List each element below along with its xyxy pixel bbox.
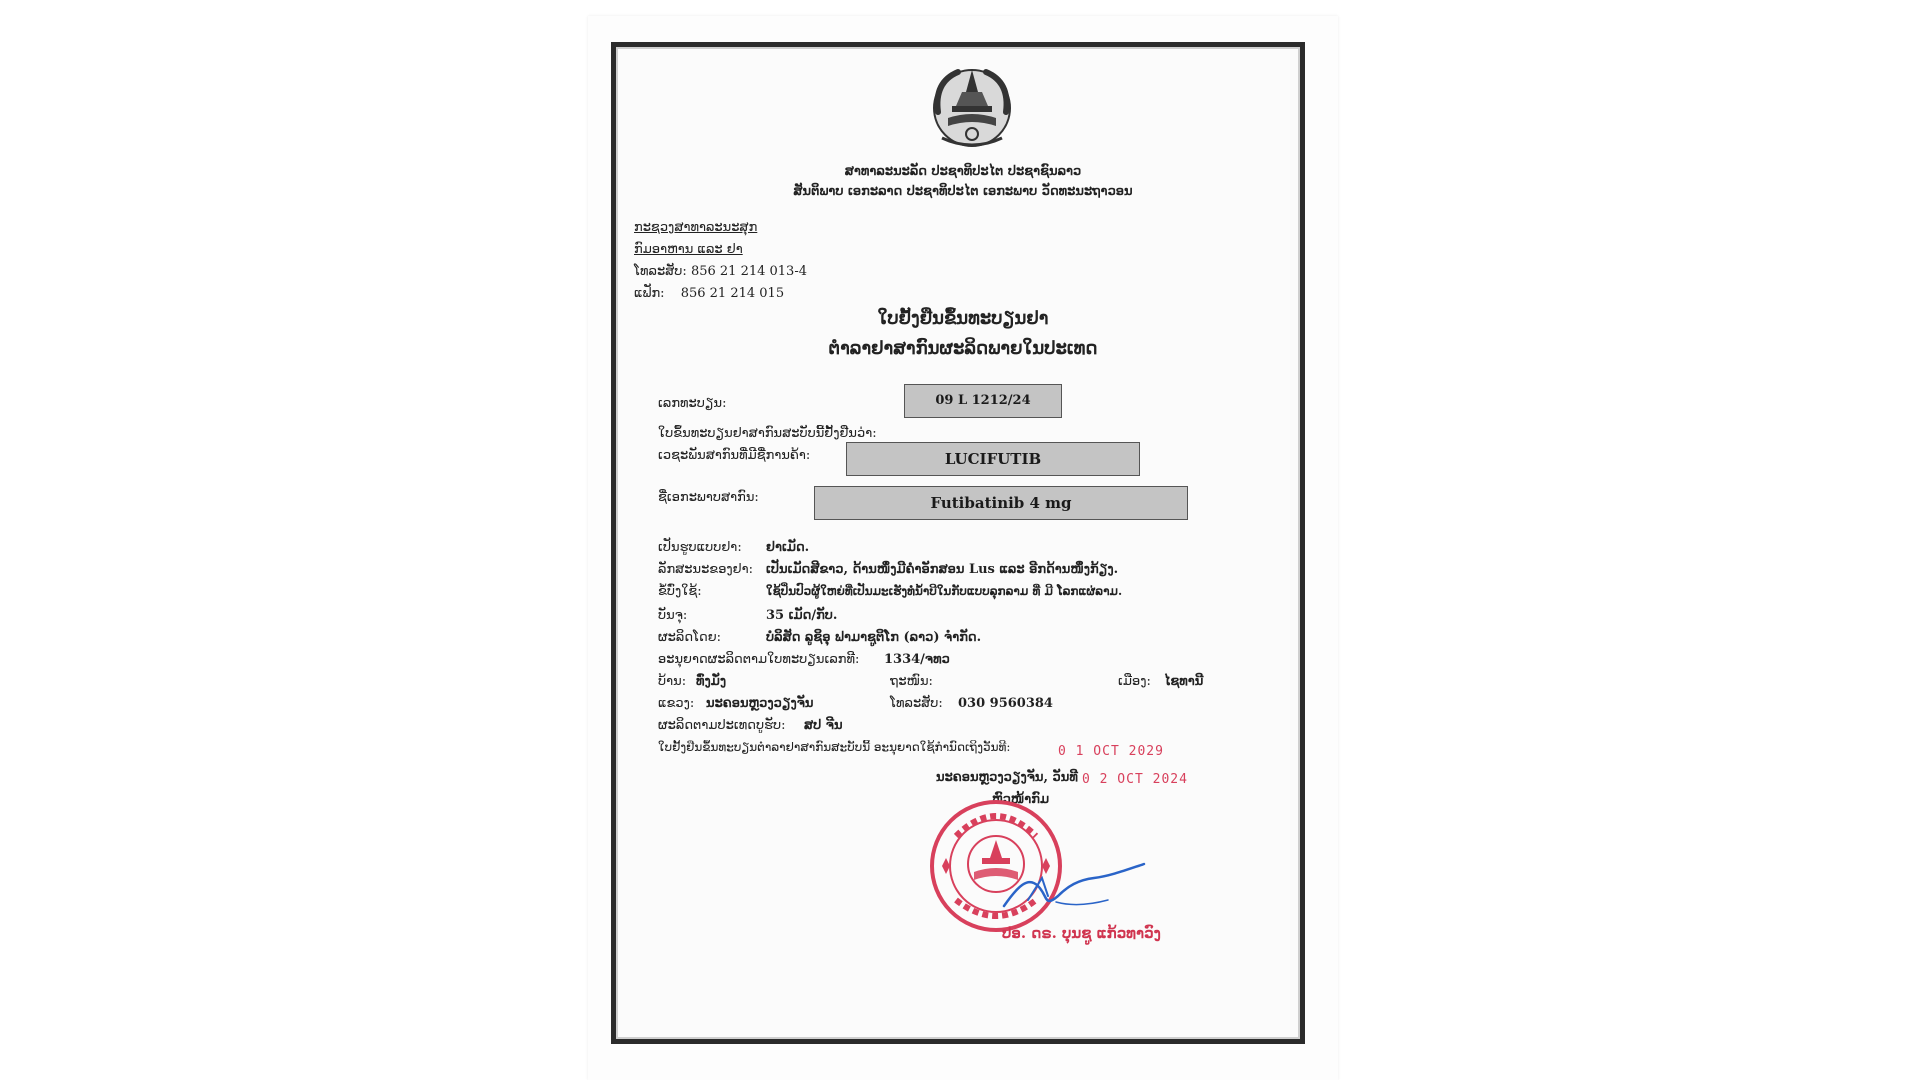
district-label: ເມືອງ: xyxy=(1118,674,1151,689)
ministry-name: ກະຊວງສາທາລະນະສຸກ xyxy=(634,220,758,235)
license-label: ອະນຸຍາດຜະລິດຕາມໃບທະບຽນເລກທີ: xyxy=(658,652,860,667)
expiry-date-stamp: 0 1 OCT 2029 xyxy=(1058,744,1164,759)
province-label: ແຂວງ: xyxy=(658,696,695,711)
certificate-title: ໃບຢັ້ງຢືນຂຶ້ນທະບຽນຢາ xyxy=(877,308,1049,329)
village-value: ທົ່ງມັ່ງ xyxy=(696,674,727,689)
province-value: ນະຄອນຫຼວງວຽງຈັນ xyxy=(706,696,814,711)
district-value: ໄຊທານີ xyxy=(1164,674,1204,689)
registration-number-label: ເລກທະບຽນ: xyxy=(658,396,727,411)
certify-intro: ໃບຂຶ້ນທະບຽນຢາສາກົນສະບັບນີ້ຢັ້ງຢືນວ່າ: xyxy=(658,426,877,441)
manufacturer-phone-label: ໂທລະສັບ: xyxy=(890,696,943,711)
generic-name-box: Futibatinib 4 mg xyxy=(814,486,1188,520)
signer-role: ຫົວໜ້າກົມ xyxy=(992,792,1050,807)
issuer-phone-value: 856 21 214 013-4 xyxy=(690,264,807,279)
manufacturer-phone-value: 030 9560384 xyxy=(958,696,1053,711)
origin-label: ຜະລິດຕາມປະເທດບູຮັບ: xyxy=(658,718,786,733)
certificate-subtitle: ຕຳລາຢາສາກົນຜະລິດພາຍໃນປະເທດ xyxy=(828,338,1098,359)
dosage-form-value: ຢາເມັດ. xyxy=(766,540,810,555)
signing-place: ນະຄອນຫຼວງວຽງຈັນ, ວັນທີ xyxy=(936,770,1078,785)
motto-heading: ສັນຕິພາບ ເອກະລາດ ປະຊາທິປະໄຕ ເອກະພາບ ວັດທະນະຖາວອນ xyxy=(793,184,1133,199)
license-value: 1334/ຈທວ xyxy=(884,652,950,667)
brand-name-box: LUCIFUTIB xyxy=(846,442,1140,476)
street-label: ຖະໜົນ: xyxy=(890,674,933,689)
issue-date-stamp: 0 2 OCT 2024 xyxy=(1082,772,1188,787)
pack-size-value: 35 ເມັດ/ກັບ. xyxy=(766,608,838,623)
national-emblem-icon xyxy=(928,62,1016,150)
republic-heading: ສາທາລະນະລັດ ປະຊາທິປະໄຕ ປະຊາຊົນລາວ xyxy=(844,164,1082,179)
handwritten-signature-icon xyxy=(998,856,1148,916)
village-label: ບ້ານ: xyxy=(658,674,687,689)
certificate-page xyxy=(588,16,1338,1080)
dosage-form-label: ເປັນຮູບແບບຢາ: xyxy=(658,540,742,555)
issuer-fax-label: ແຟັກ: xyxy=(634,286,665,301)
appearance-label: ລັກສະນະຂອງຢາ: xyxy=(658,562,754,577)
origin-value: ສປ ຈີນ xyxy=(804,718,843,733)
issuer-phone xyxy=(634,264,807,279)
department-name: ກົມອາຫານ ແລະ ຢາ xyxy=(634,242,743,257)
signer-name: ປອ. ດຣ. ບຸນຊູ ແກ້ວທາວົງ xyxy=(1002,924,1161,942)
issuer-fax xyxy=(634,286,784,301)
manufacturer-value: ບໍລິສັດ ລູຊິອຸ ຟາມາຊູຕິໂກ (ລາວ) ຈຳກັດ. xyxy=(766,630,982,645)
registration-number-box: 09 L 1212/24 xyxy=(904,384,1062,418)
validity-text: ໃບຢັ້ງຢືນຂຶ້ນທະບຽນຕຳລາຢາສາກົນສະບັບນີ້ ອະນຸຍາດໃຊ້ກຳນົດເຖິງວັນທີ: xyxy=(658,740,1011,754)
indication-label: ຂໍ້ບົ່ງໃຊ້: xyxy=(658,584,702,599)
indication-value: ໃຊ້ປິ່ນປົວຜູ້ໃຫຍ່ທີ່ເປັນມະເຮັງທໍ່ນ້ຳບີໃນກັບແບບລຸກລາມ ທີ່ ມີ ໂລກແຜ່ລາມ. xyxy=(766,584,1123,598)
manufacturer-label: ຜະລິດໂດຍ: xyxy=(658,630,722,645)
generic-name-label: ຊື່ເອກະພາບສາກົນ: xyxy=(658,490,759,505)
appearance-value: ເປັນເມັດສີຂາວ, ດ້ານໜຶ່ງມີຄຳອັກສອນ Lus ແລະ ອີກດ້ານໜຶ່ງກ້ຽງ. xyxy=(766,562,1119,577)
brand-name-label: ເວຊະພັນສາກົນທີ່ມີຊື່ການຄ້າ: xyxy=(658,448,811,463)
issuer-phone-label: ໂທລະສັບ: xyxy=(634,264,687,279)
issuer-fax-value: 856 21 214 015 xyxy=(680,286,785,301)
pack-size-label: ບັນຈຸ: xyxy=(658,608,688,623)
